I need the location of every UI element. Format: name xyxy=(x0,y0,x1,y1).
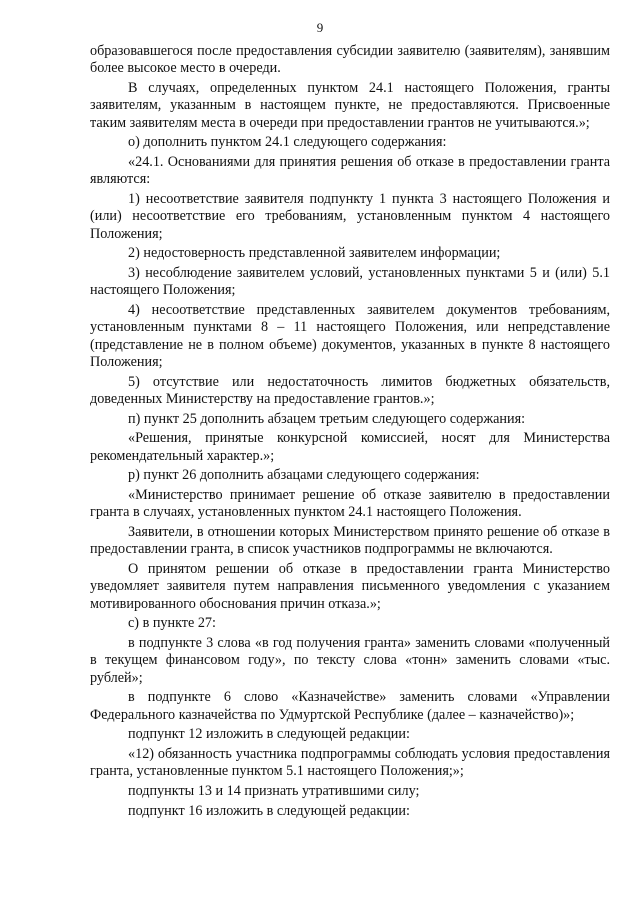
paragraph: подпункты 13 и 14 признать утратившими силу; xyxy=(128,783,420,799)
paragraph: о) дополнить пунктом 24.1 следующего содержания: xyxy=(128,134,447,151)
page-number: 9 xyxy=(316,20,324,35)
paragraph: 3) несоблюдение заявителем условий, установленных пунктами 5 и (или) 5.1 настоящего Положения; xyxy=(90,265,610,299)
paragraph: в подпункте 3 слова «в год получения гранта» заменить словами «полученный в текущем финансовом году», по тексту слова «тонн» заменить словами «тыс. рублей»; xyxy=(90,635,610,686)
paragraph: р) пункт 26 дополнить абзацами следующего содержания: xyxy=(128,467,480,484)
paragraph: Заявители, в отношении которых Министерством принято решение об отказе в предоставлении гранта, в список участников подпрограммы не включаются. xyxy=(90,524,610,558)
paragraph: 5) отсутствие или недостаточность лимитов бюджетных обязательств, доведенных Министерству на предоставление грантов.»; xyxy=(90,373,610,408)
paragraph: 4) несоответствие представленных заявителем документов требованиям, установленным пунктами 8 – 11 настоящего Положения, или непредставление (представление не в полном объеме) документов, указанных в пункте 8 настоящего Положения; xyxy=(90,302,610,371)
paragraph: «24.1. Основаниями для принятия решения об отказе в предоставлении гранта являются: xyxy=(90,154,610,188)
paragraph: О принятом решении об отказе в предоставлении гранта Министерство уведомляет заявителя путем направления письменного уведомления с указанием мотивированного обоснования причин отказа.»; xyxy=(90,561,610,612)
paragraph-continuation: образовавшегося после предоставления субсидии заявителю (заявителям), занявшим более высокое место в очереди. xyxy=(90,43,610,77)
paragraph: В случаях, определенных пунктом 24.1 настоящего Положения, гранты заявителям, указанным в настоящем пункте, не предоставляются. Присвоенные таким заявителям места в очереди при предоставлении грантов не учитываются.»; xyxy=(90,80,610,131)
paragraph: подпункт 16 изложить в следующей редакции: xyxy=(128,802,410,819)
paragraph: п) пункт 25 дополнить абзацем третьим следующего содержания: xyxy=(128,410,526,427)
paragraph: «Министерство принимает решение об отказе заявителю в предоставлении гранта в случаях, установленных пунктом 24.1 настоящего Положения. xyxy=(90,487,610,521)
paragraph: с) в пункте 27: xyxy=(128,615,216,632)
document-body xyxy=(90,43,610,822)
paragraph: 2) недостоверность представленной заявителем информации; xyxy=(128,245,501,262)
paragraph: в подпункте 6 слово «Казначействе» заменить словами «Управлении Федерального казначейства по Удмуртской Республике (далее – казначейство)»; xyxy=(90,689,610,723)
paragraph: «Решения, принятые конкурсной комиссией, носят для Министерства рекомендательный характер.»; xyxy=(90,430,610,464)
paragraph: «12) обязанность участника подпрограммы соблюдать условия предоставления гранта, установленные пунктом 5.1 настоящего Положения;»; xyxy=(90,746,610,780)
paragraph: 1) несоответствие заявителя подпункту 1 пункта 3 настоящего Положения и (или) несоответствие его требованиям, установленным пунктом 4 настоящего Положения; xyxy=(90,191,610,242)
paragraph: подпункт 12 изложить в следующей редакции: xyxy=(128,726,410,743)
